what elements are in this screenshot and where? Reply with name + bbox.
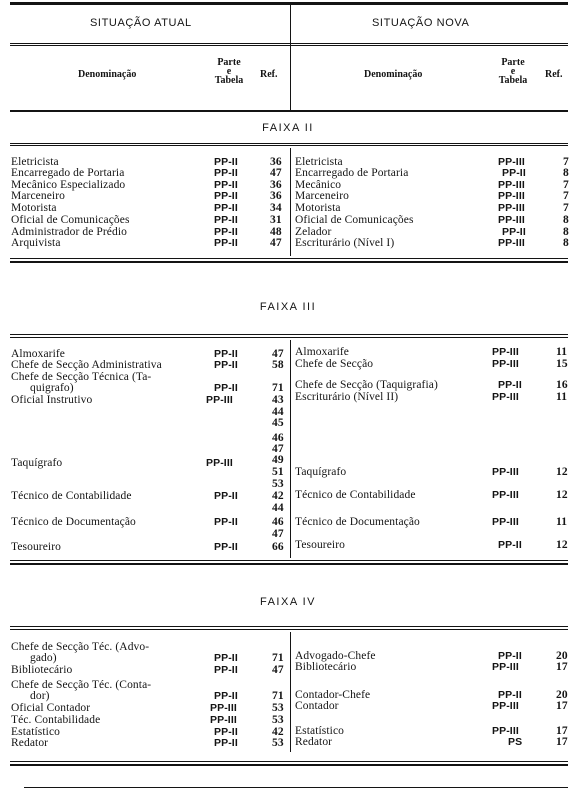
f2-row5-ref: 31 bbox=[270, 214, 282, 226]
f2-row7-atual: Arquivista bbox=[11, 237, 61, 249]
f3-oficial-ref-45: 45 bbox=[272, 417, 284, 429]
f4-redator-parte: PP-II bbox=[214, 737, 238, 749]
f2-row6-ref: 48 bbox=[270, 226, 282, 238]
f4-biblio-ref: 47 bbox=[272, 664, 284, 676]
f4-tec-contab-parte: PP-III bbox=[210, 714, 237, 726]
f4-n-contador: Contador bbox=[295, 700, 339, 712]
f4-n-adv-chefe-parte: PP-II bbox=[498, 650, 522, 662]
f4-n-contador-ref: 17 bbox=[556, 700, 568, 712]
faixa-iv-title: FAIXA IV bbox=[259, 596, 317, 608]
faixa-ii-top-rule-2 bbox=[10, 145, 568, 146]
f3-n-contab: Técnico de Contabilidade bbox=[295, 489, 416, 501]
faixa-ii-title: FAIXA II bbox=[262, 122, 314, 134]
f3-chefe-tec-ref: 71 bbox=[272, 382, 284, 394]
f4-n-contador-parte: PP-III bbox=[492, 700, 519, 712]
f3-tesoureiro: Tesoureiro bbox=[11, 541, 62, 553]
f3-contab-parte: PP-II bbox=[214, 490, 238, 502]
f3-n-contab-parte: PP-III bbox=[492, 489, 519, 501]
f3-chefe-tec-line2: quigrafo) bbox=[30, 382, 74, 394]
f2-row0-nparte: PP-III bbox=[498, 156, 525, 168]
f4-redator-ref: 53 bbox=[272, 737, 284, 749]
f4-redator: Redator bbox=[11, 737, 49, 749]
f2-row3-parte: PP-II bbox=[214, 190, 238, 202]
f2-row4-ref: 34 bbox=[270, 202, 282, 214]
faixa-iii-top-rule bbox=[10, 334, 568, 335]
f4-estatistico-parte: PP-II bbox=[214, 726, 238, 738]
f2-row6-nref: 8 bbox=[563, 226, 569, 238]
subheader-rule bbox=[10, 110, 568, 112]
f4-cont-line2: dor) bbox=[30, 690, 50, 702]
f2-row2-nova: Mecânico bbox=[295, 179, 342, 191]
f2-row1-nova: Encarregado de Portaria bbox=[295, 167, 409, 179]
f2-row5-nref: 8 bbox=[563, 214, 569, 226]
f2-row0-nova: Eletricista bbox=[295, 156, 343, 168]
col-denominacao-left: Denominação bbox=[78, 69, 137, 80]
col-parte-left: Parte e Tabela bbox=[214, 57, 244, 86]
f3-n-tesoureiro: Tesoureiro bbox=[295, 539, 346, 551]
f4-n-cont-chefe-parte: PP-II bbox=[498, 689, 522, 701]
f3-document-ref-47: 47 bbox=[272, 528, 284, 540]
f2-row4-atual: Motorista bbox=[11, 202, 57, 214]
f3-chefe-tec-line1: Chefe de Secção Técnica (Ta- bbox=[11, 371, 152, 383]
f4-n-redator: Redator bbox=[295, 736, 333, 748]
f3-n-chefe-taq-ref: 16 bbox=[556, 379, 568, 391]
f3-n-tesoureiro-parte: PP-II bbox=[498, 539, 522, 551]
f2-row6-nparte: PP-II bbox=[502, 226, 526, 238]
top-rule bbox=[10, 2, 568, 5]
f3-oficial: Oficial Instrutivo bbox=[11, 394, 93, 406]
f4-n-biblio: Bibliotecário bbox=[295, 661, 357, 673]
f2-row3-nova: Marceneiro bbox=[295, 190, 349, 202]
f4-n-redator-ref: 17 bbox=[556, 736, 568, 748]
f3-n-escrit-ref: 11 bbox=[556, 391, 568, 403]
f3-oficial-ref-44: 44 bbox=[272, 406, 284, 418]
f3-chefe-tec-parte: PP-II bbox=[214, 382, 238, 394]
f4-adv-ref: 71 bbox=[272, 652, 284, 664]
f2-row0-atual: Eletricista bbox=[11, 156, 59, 168]
f3-n-escrit-parte: PP-III bbox=[492, 391, 519, 403]
f4-estatistico: Estatístico bbox=[11, 726, 61, 738]
f3-contab: Técnico de Contabilidade bbox=[11, 490, 132, 502]
f4-n-redator-parte: PS bbox=[508, 736, 523, 748]
f3-taquigrafo-ref-51: 51 bbox=[272, 466, 284, 478]
f3-n-document-ref: 11 bbox=[556, 516, 568, 528]
f2-row7-nparte: PP-III bbox=[498, 237, 525, 249]
f3-n-escrit: Escriturário (Nível II) bbox=[295, 391, 399, 403]
header-rule bbox=[10, 43, 568, 44]
f3-n-tesoureiro-ref: 12 bbox=[556, 539, 568, 551]
f2-row4-nref: 7 bbox=[563, 202, 569, 214]
f3-n-taquigrafo-parte: PP-III bbox=[492, 466, 519, 478]
f3-contab-ref: 42 bbox=[272, 490, 284, 502]
f2-row4-parte: PP-II bbox=[214, 202, 238, 214]
f3-n-taquigrafo: Taquígrafo bbox=[295, 466, 347, 478]
f4-estatistico-ref: 42 bbox=[272, 726, 284, 738]
f3-n-chefe-taq: Chefe de Secção (Taquigrafia) bbox=[295, 379, 438, 391]
f4-oficial-cont-ref: 53 bbox=[272, 702, 284, 714]
f4-cont-line1: Chefe de Secção Téc. (Conta- bbox=[11, 679, 152, 691]
f3-document-parte: PP-II bbox=[214, 516, 238, 528]
f2-row2-atual: Mecânico Especializado bbox=[11, 179, 126, 191]
f4-oficial-cont-parte: PP-III bbox=[210, 702, 237, 714]
faixa-ii-bottom-rule bbox=[10, 258, 568, 259]
f4-n-cont-chefe-ref: 20 bbox=[556, 689, 568, 701]
page-bottom-rule bbox=[24, 787, 568, 788]
faixa-iv-divider bbox=[290, 632, 291, 752]
col-ref-right: Ref. bbox=[545, 69, 563, 80]
f3-n-taquigrafo-ref: 12 bbox=[556, 466, 568, 478]
faixa-ii-top-rule bbox=[10, 143, 568, 144]
f2-row6-parte: PP-II bbox=[214, 226, 238, 238]
f2-row7-nova: Escriturário (Nível I) bbox=[295, 237, 395, 249]
f2-row1-nparte: PP-II bbox=[502, 167, 526, 179]
f3-almox-ref: 47 bbox=[272, 348, 284, 360]
f2-row6-atual: Administrador de Prédio bbox=[11, 226, 128, 238]
f2-row2-nparte: PP-III bbox=[498, 179, 525, 191]
f2-row5-parte: PP-II bbox=[214, 214, 238, 226]
f3-n-chefe: Chefe de Secção bbox=[295, 358, 374, 370]
f3-n-almox: Almoxarife bbox=[295, 346, 350, 358]
f3-taquigrafo-ref-49: 49 bbox=[272, 454, 284, 466]
f3-contab-ref-44: 44 bbox=[272, 502, 284, 514]
f4-cont-parte: PP-II bbox=[214, 690, 238, 702]
f2-row3-atual: Marceneiro bbox=[11, 190, 65, 202]
f3-document-ref: 46 bbox=[272, 516, 284, 528]
faixa-iv-bottom-rule bbox=[10, 761, 568, 762]
f2-row2-ref: 36 bbox=[270, 179, 282, 191]
faixa-iii-bottom-rule-2 bbox=[10, 563, 568, 565]
f3-n-document-parte: PP-III bbox=[492, 516, 519, 528]
faixa-iii-divider bbox=[290, 340, 291, 558]
f2-row1-nref: 8 bbox=[563, 167, 569, 179]
f3-n-contab-ref: 12 bbox=[556, 489, 568, 501]
f4-n-biblio-ref: 17 bbox=[556, 661, 568, 673]
f2-row7-ref: 47 bbox=[270, 237, 282, 249]
f2-row2-parte: PP-II bbox=[214, 179, 238, 191]
f2-row2-nref: 7 bbox=[563, 179, 569, 191]
f3-chefe-adm-parte: PP-II bbox=[214, 359, 238, 371]
subheader-divider bbox=[290, 48, 291, 110]
f4-cont-ref: 71 bbox=[272, 690, 284, 702]
f4-n-estatistico-parte: PP-III bbox=[492, 725, 519, 737]
f2-row7-parte: PP-II bbox=[214, 237, 238, 249]
f3-document: Técnico de Documentação bbox=[11, 516, 136, 528]
f4-biblio-parte: PP-II bbox=[214, 664, 238, 676]
f3-n-chefe-taq-parte: PP-II bbox=[498, 379, 522, 391]
f3-oficial-parte: PP-III bbox=[206, 394, 233, 406]
f2-row4-nparte: PP-III bbox=[498, 202, 525, 214]
f2-row5-nova: Oficial de Comunicações bbox=[295, 214, 414, 226]
f3-oficial-ref: 43 bbox=[272, 394, 284, 406]
f3-tesoureiro-parte: PP-II bbox=[214, 541, 238, 553]
f3-oficial-ref-47: 47 bbox=[272, 443, 284, 455]
f3-almox: Almoxarife bbox=[11, 348, 66, 360]
situacao-nova-heading: SITUAÇÃO NOVA bbox=[372, 17, 470, 29]
col-denominacao-right: Denominação bbox=[364, 69, 423, 80]
f2-row5-atual: Oficial de Comunicações bbox=[11, 214, 130, 226]
f4-biblio: Bibliotecário bbox=[11, 664, 73, 676]
f4-tec-contab-ref: 53 bbox=[272, 714, 284, 726]
f4-n-estatistico: Estatístico bbox=[295, 725, 345, 737]
faixa-iv-top-rule bbox=[10, 626, 568, 627]
header-rule-2 bbox=[10, 45, 568, 46]
f2-row1-parte: PP-II bbox=[214, 167, 238, 179]
f2-row3-nparte: PP-III bbox=[498, 190, 525, 202]
f2-row0-parte: PP-II bbox=[214, 156, 238, 168]
f2-row0-ref: 36 bbox=[270, 156, 282, 168]
f3-taquigrafo-ref-53: 53 bbox=[272, 478, 284, 490]
f2-row4-nova: Motorista bbox=[295, 202, 341, 214]
col-parte-right: Parte e Tabela bbox=[498, 57, 528, 86]
f2-row3-nref: 7 bbox=[563, 190, 569, 202]
f4-oficial-cont: Oficial Contador bbox=[11, 702, 91, 714]
f4-adv-parte: PP-II bbox=[214, 652, 238, 664]
faixa-ii-divider bbox=[290, 148, 291, 256]
f2-row0-nref: 7 bbox=[563, 156, 569, 168]
f3-taquigrafo-parte: PP-III bbox=[206, 457, 233, 469]
situacao-atual-heading: SITUAÇÃO ATUAL bbox=[90, 17, 192, 29]
f4-n-estatistico-ref: 17 bbox=[556, 725, 568, 737]
f3-n-almox-ref: 11 bbox=[556, 346, 568, 358]
f3-n-document: Técnico de Documentação bbox=[295, 516, 420, 528]
f3-n-chefe-parte: PP-III bbox=[492, 358, 519, 370]
f2-row7-nref: 8 bbox=[563, 237, 569, 249]
f4-n-biblio-parte: PP-III bbox=[492, 661, 519, 673]
f4-tec-contab: Téc. Contabilidade bbox=[11, 714, 101, 726]
col-ref-left: Ref. bbox=[260, 69, 278, 80]
f3-taquigrafo: Taquígrafo bbox=[11, 457, 63, 469]
f4-adv-line1: Chefe de Secção Téc. (Advo- bbox=[11, 641, 150, 653]
f4-adv-line2: gado) bbox=[30, 652, 57, 664]
faixa-iv-top-rule-2 bbox=[10, 629, 568, 630]
f2-row6-nova: Zelador bbox=[295, 226, 332, 238]
f3-oficial-ref-46: 46 bbox=[272, 432, 284, 444]
f2-row1-ref: 47 bbox=[270, 167, 282, 179]
f3-n-chefe-ref: 15 bbox=[556, 358, 568, 370]
f4-n-adv-chefe-ref: 20 bbox=[556, 650, 568, 662]
f4-n-cont-chefe: Contador-Chefe bbox=[295, 689, 371, 701]
f3-n-almox-parte: PP-III bbox=[492, 346, 519, 358]
faixa-ii-bottom-rule-2 bbox=[10, 261, 568, 263]
f2-row1-atual: Encarregado de Portaria bbox=[11, 167, 125, 179]
faixa-iii-bottom-rule bbox=[10, 560, 568, 561]
f3-chefe-adm-ref: 58 bbox=[272, 359, 284, 371]
f3-chefe-adm: Chefe de Secção Administrativa bbox=[11, 359, 162, 371]
faixa-iii-top-rule-2 bbox=[10, 337, 568, 338]
f3-tesoureiro-ref: 66 bbox=[272, 541, 284, 553]
f3-almox-parte: PP-II bbox=[214, 348, 238, 360]
f4-n-adv-chefe: Advogado-Chefe bbox=[295, 650, 376, 662]
faixa-iii-title: FAIXA III bbox=[259, 301, 317, 313]
faixa-iv-bottom-rule-2 bbox=[10, 764, 568, 766]
f2-row5-nparte: PP-III bbox=[498, 214, 525, 226]
f2-row3-ref: 36 bbox=[270, 190, 282, 202]
